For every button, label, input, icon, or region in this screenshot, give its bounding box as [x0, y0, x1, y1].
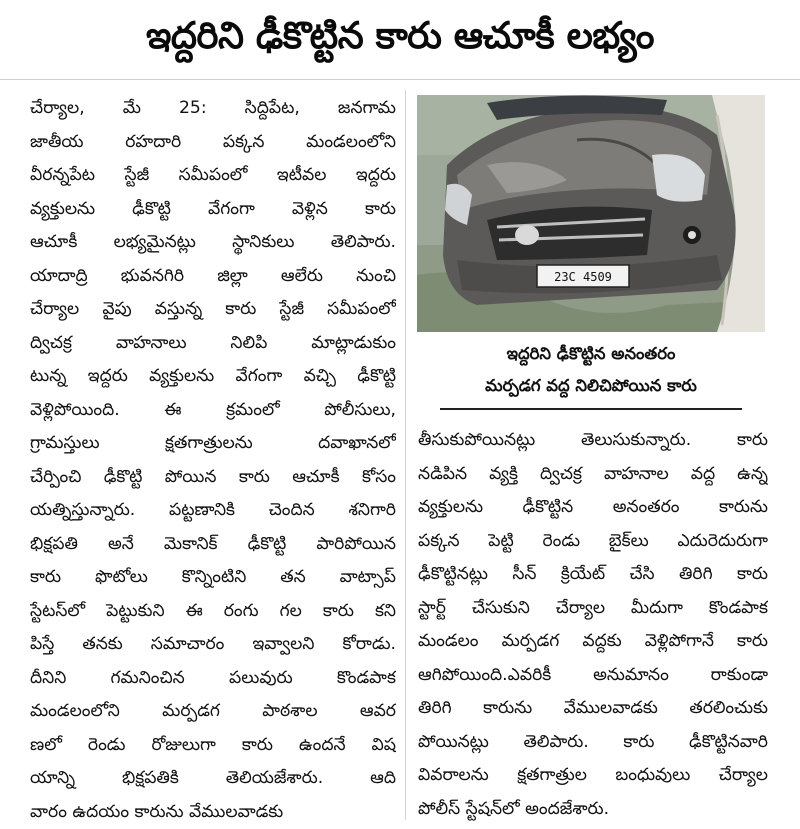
article-line: వెళ్లిపోయింది. ఈ క్రమంలో పోలీసులు,	[30, 399, 396, 420]
article-line: పోయినట్లు తెలిపారు. కారు ఢీకొట్టినవారి	[418, 731, 768, 752]
article-line: చేర్యాల, మే 25: సిద్దిపేట, జనగామ	[30, 98, 396, 118]
article-line: వివరాలను క్షతగాత్రుల బంధువులు చేర్యాల	[418, 765, 768, 785]
column-divider	[405, 90, 406, 820]
article-line: వ్యక్తులను ఢీకొట్టి వేగంగా వెళ్లిన కారు	[30, 198, 396, 219]
article-line: ఆచూకీ లభ్యమైనట్లు స్థానికులు తెలిపారు.	[30, 232, 396, 252]
article-line: వ్యక్తులను ఢీకొట్టిన అనంతరం కారును	[418, 497, 768, 517]
article-line: యాదాద్రి భువనగిరి జిల్లా ఆలేరు నుంచి	[30, 265, 396, 286]
article-line: యాన్ని భిక్షపతికి తెలియజేశారు. ఆది	[30, 768, 396, 788]
article-line: స్టార్ట్ చేసుకుని చేర్యాల మీదుగా కొండపాక	[418, 597, 768, 618]
article-line: ణలో రెండు రోజులుగా కారు ఉందనే విష	[30, 734, 396, 755]
article-right-column	[418, 424, 768, 824]
article-left-column	[28, 92, 396, 822]
article-line: పోలీస్ స్టేషన్‌లో అందజేశారు.	[418, 798, 610, 819]
photo-caption	[440, 338, 742, 410]
article-line: పిస్తే తనకు సమాచారం ఇవ్వాలని కోరాడు.	[30, 634, 396, 654]
article-line: వీరన్నపేట స్టేజీ సమీపంలో ఇటీవల ఇద్దరు	[30, 165, 396, 185]
article-line: చేర్యాల వైపు వస్తున్న కారు స్టేజీ సమీపంలో	[30, 299, 396, 319]
article-line: స్టేటస్‌లో పెట్టుకుని ఈ రంగు గల కారు కని	[30, 600, 396, 621]
article-line: చేర్పించి ఢీకొట్టి పోయిన కారు ఆచూకీ కోసం	[30, 466, 396, 487]
article-line: కారు ఫొటోలు కొన్నింటిని తన వాట్సాప్	[30, 567, 396, 587]
article-line: దీనిని గమనించిన పలువురు కొండపాక	[30, 667, 396, 688]
car-photo	[417, 95, 765, 332]
article-line: నడిపిన వ్యక్తి ద్విచక్ర వాహనాల వద్ద ఉన్న	[418, 463, 768, 484]
car-photo-illustration	[417, 95, 765, 332]
article-line: తిరిగి కారును వేములవాడకు తరలించుకు	[418, 698, 768, 718]
article-line: జాతీయ రహదారి పక్కన మండలంలోని	[30, 131, 396, 152]
article-line: వారం ఉదయం కారును వేములవాడకు	[30, 801, 284, 822]
article-line: టున్న ఇద్దరు వ్యక్తులను వేగంగా వచ్చి ఢీకొట్టి	[30, 366, 396, 386]
article-line: భిక్షపతి అనే మెకానిక్ ఢీకొట్టి పారిపోయిన	[30, 533, 396, 554]
headline: ఇద్దరిని ఢీకొట్టిన కారు ఆచూకీ లభ్యం	[0, 0, 800, 80]
article-line: ద్విచక్ర వాహనాలు నిలిపి మాట్లాడుకుం	[30, 332, 396, 353]
article-line: ఆగిపోయింది.ఎవరికీ అనుమానం రాకుండా	[418, 664, 768, 685]
caption-line-1: ఇద్దరిని ఢీకొట్టిన అనంతరం	[506, 344, 676, 363]
caption-line-2: మర్పడగ వద్ద నిలిచిపోయిన కారు	[485, 376, 697, 395]
article-line: మండలంలోని మర్పడగ పాఠశాల ఆవర	[30, 701, 396, 721]
article-line: గ్రామస్తులు క్షతగాత్రులను దవాఖానలో	[30, 433, 396, 453]
article-line: యత్నిస్తున్నారు. పట్టణానికి చెందిన శనిగారి	[30, 500, 396, 520]
article-line: ఢీకొట్టినట్లు సీన్ క్రియేట్ చేసి తిరిగి కారు	[418, 564, 768, 584]
article-line: తీసుకుపోయినట్లు తెలుసుకున్నారు. కారు	[418, 430, 768, 450]
number-plate-text: 23C 4509	[554, 270, 612, 284]
article-line: మండలం మర్పడగ వద్దకు వెళ్లిపోగానే కారు	[418, 631, 768, 651]
article-line: పక్కన పెట్టి రెండు బైక్‌లు ఎదురెదురుగా	[418, 530, 768, 551]
